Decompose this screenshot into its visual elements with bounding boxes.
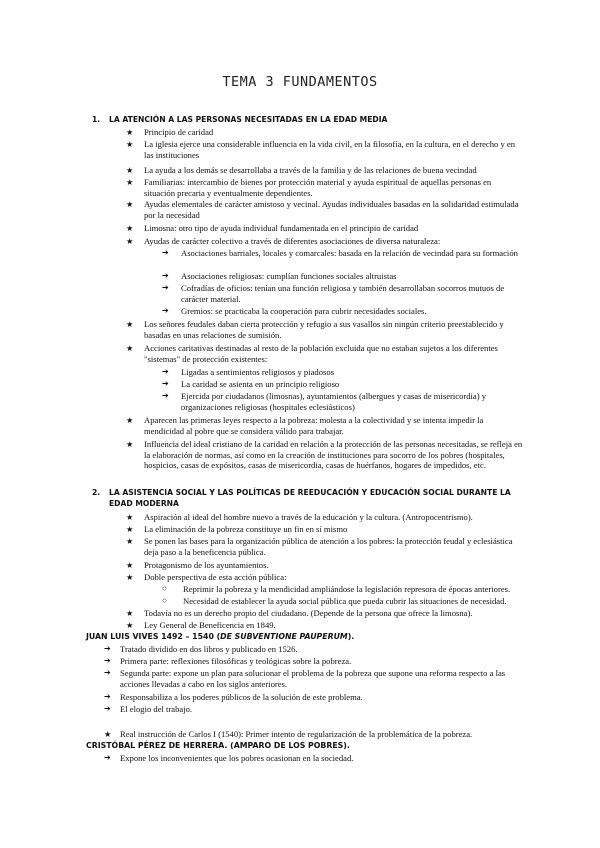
- star-bullet-icon: ★: [126, 415, 134, 425]
- arrow-bullet-icon: ➔: [104, 753, 111, 762]
- arrow-bullet-icon: ➔: [162, 283, 169, 292]
- star-bullet-icon: ★: [126, 343, 134, 353]
- document-page: TEMA 3 FUNDAMENTOS 1. LA ATENCIÓN A LAS PERSONAS NECESITADAS EN LA EDAD MEDIA ★ Principio de caridad ★ La iglesia ejerce una considerable influencia en la vida civil, en la filosofía, en la cultura, en el derecho y en las instituciones ★ La ayuda a los demás se desarrollaba a través de la familia y de las relaciones de buena vecindad ★ Familiarias: intercambio de bienes por protección material y ayuda espiritual de aquellas personas en situación precaria y eventualmente dependientes. ★ Ayudas elementales de carácter amistoso y vecinal. Ayudas individuales basadas en la solidaridad estimulada por la necesidad ★ Limosna: otro tipo de ayuda individual fundamentada en el principio de caridad ★ Ayudas de carácter colectivo a través de diferentes asociaciones de diversa naturaleza: ➔ Asociaciones barriales, locales y comarcales: basada en la relación de vecindad para su formación ➔ Asociaciones religiosas: cumplían funciones sociales altruistas ➔ Cofradías de oficios: tenían una función religiosa y también desarrollaban socorros mutuos de carácter material. ➔ Gremios: se practicaba la cooperación para cubrir necesidades sociales. ★ Los señores feudales daban cierta protección y refugio a sus vasallos sin ningún criterio preestablecido y basadas en unas relaciones de sumisión. ★ Acciones caritativas destinadas al resto de la población excluida que no estaban sujetos a los diferentes "sistemas" de protección existentes: ➔ Ligadas a sentimientos religiosos y piadosos ➔ La caridad se asienta en un principio religioso ➔ Ejercida por ciudadanos (limosnas), ayuntamientos (albergues y casas de misericordia) y organizaciones religiosas (hospitales eclesiásticos) ★ Aparecen las primeras leyes respecto a la pobreza: molesta a la colectividad y se intenta impedir la mendicidad al pobre que se considera válido para trabajar. ★ Influencia del ideal cristiano de la caridad en relación a la protección de las personas necesitadas, se refleja en la elaboración de normas, así como en la creación de instituciones para socorro de los pobres (hospitales, hospicios, casas de expósitos, casas de misericordia, casas de huérfanos, hogares de impedidos, etc. 2. LA ASISTENCIA SOCIAL Y LAS POLÍTICAS DE REEDUCACIÓN Y EDUCACIÓN SOCIAL DURANTE LA EDAD MODERNA ★ Aspiración al ideal del hombre nuevo a través de la educación y la cultura. (Antropocentrismo). ★ La eliminación de la pobreza constituye un fin en sí mismo ★ Se ponen las bases para la organización pública de atención a los pobres: la protección feudal y eclesiástica deja paso a la beneficencia pública. ★ Protagonismo de los ayuntamientos. ★ Doble perspectiva de esta acción pública: ○ Reprimir la pobreza y la mendicidad ampliándose la legislación represora de épocas anteriores. ○ Necesidad de establecer la ayuda social pública que pueda cubrir las situaciones de necesidad. ★ Todavía no es un derecho propio del ciudadano. (Depende de la persona que ofrece la limosna). ★ Ley General de Beneficencia en 1849. JUAN LUIS VIVES 1492 – 1540 (DE SUBVENTIONE PAUPERUM). ➔ Tratado dividido en dos libros y publicado en 1526. ➔ Primera parte: reflexiones filosóficas y teológicas sobre la pobreza. ➔ Segunda parte: expone un plan para solucionar el problema de la pobreza que supone una reforma respecto a las acciones llevadas a cabo en los siglos anteriores. ➔ Responsabiliza a los poderes públicos de la solución de este problema. ➔ El elogio del trabajo. ★ Real instrucción de Carlos I (1540): Primer intento de regularización de la problemática de la pobreza. CRISTÓBAL PÉREZ DE HERRERA. (AMPARO DE LOS POBRES). ➔ Expone los inconvenientes que los pobres ocasionan en la sociedad.: [0, 0, 600, 848]
- arrow-bullet-icon: ➔: [104, 692, 111, 701]
- herrera-heading: CRISTÓBAL PÉREZ DE HERRERA. (AMPARO DE LOS POBRES).: [86, 741, 350, 750]
- star-bullet-icon: ★: [126, 127, 134, 137]
- star-bullet-icon: ★: [126, 524, 134, 534]
- star-bullet-icon: ★: [126, 199, 134, 209]
- star-bullet-icon: ★: [126, 177, 134, 187]
- arrow-bullet-icon: ➔: [162, 367, 169, 376]
- star-bullet-icon: ★: [104, 729, 112, 739]
- star-bullet-icon: ★: [126, 536, 134, 546]
- arrow-bullet-icon: ➔: [162, 248, 169, 257]
- arrow-bullet-icon: ➔: [162, 271, 169, 280]
- arrow-bullet-icon: ➔: [104, 668, 111, 677]
- arrow-bullet-icon: ➔: [162, 379, 169, 388]
- star-bullet-icon: ★: [126, 223, 134, 233]
- circle-bullet-icon: ○: [162, 596, 167, 605]
- arrow-bullet-icon: ➔: [104, 704, 111, 713]
- arrow-bullet-icon: ➔: [162, 306, 169, 315]
- section-number: 2.: [92, 488, 101, 497]
- star-bullet-icon: ★: [126, 319, 134, 329]
- star-bullet-icon: ★: [126, 572, 134, 582]
- star-bullet-icon: ★: [126, 439, 134, 449]
- circle-bullet-icon: ○: [162, 584, 167, 593]
- section-title: LA ATENCIÓN A LAS PERSONAS NECESITADAS EN LA EDAD MEDIA: [109, 115, 388, 124]
- star-bullet-icon: ★: [126, 236, 134, 246]
- star-bullet-icon: ★: [126, 620, 134, 630]
- star-bullet-icon: ★: [126, 512, 134, 522]
- star-bullet-icon: ★: [126, 560, 134, 570]
- star-bullet-icon: ★: [126, 139, 134, 149]
- vives-heading: JUAN LUIS VIVES 1492 – 1540 (DE SUBVENTIONE PAUPERUM).: [86, 632, 355, 641]
- arrow-bullet-icon: ➔: [104, 644, 111, 653]
- arrow-bullet-icon: ➔: [162, 391, 169, 400]
- section-title: LA ASISTENCIA SOCIAL Y LAS POLÍTICAS DE REEDUCACIÓN Y EDUCACIÓN SOCIAL DURANTE LA EDAD MODERNA: [109, 488, 511, 508]
- star-bullet-icon: ★: [126, 608, 134, 618]
- arrow-bullet-icon: ➔: [104, 656, 111, 665]
- page-title: TEMA 3 FUNDAMENTOS: [222, 74, 378, 90]
- star-bullet-icon: ★: [126, 165, 134, 175]
- section-number: 1.: [92, 115, 101, 124]
